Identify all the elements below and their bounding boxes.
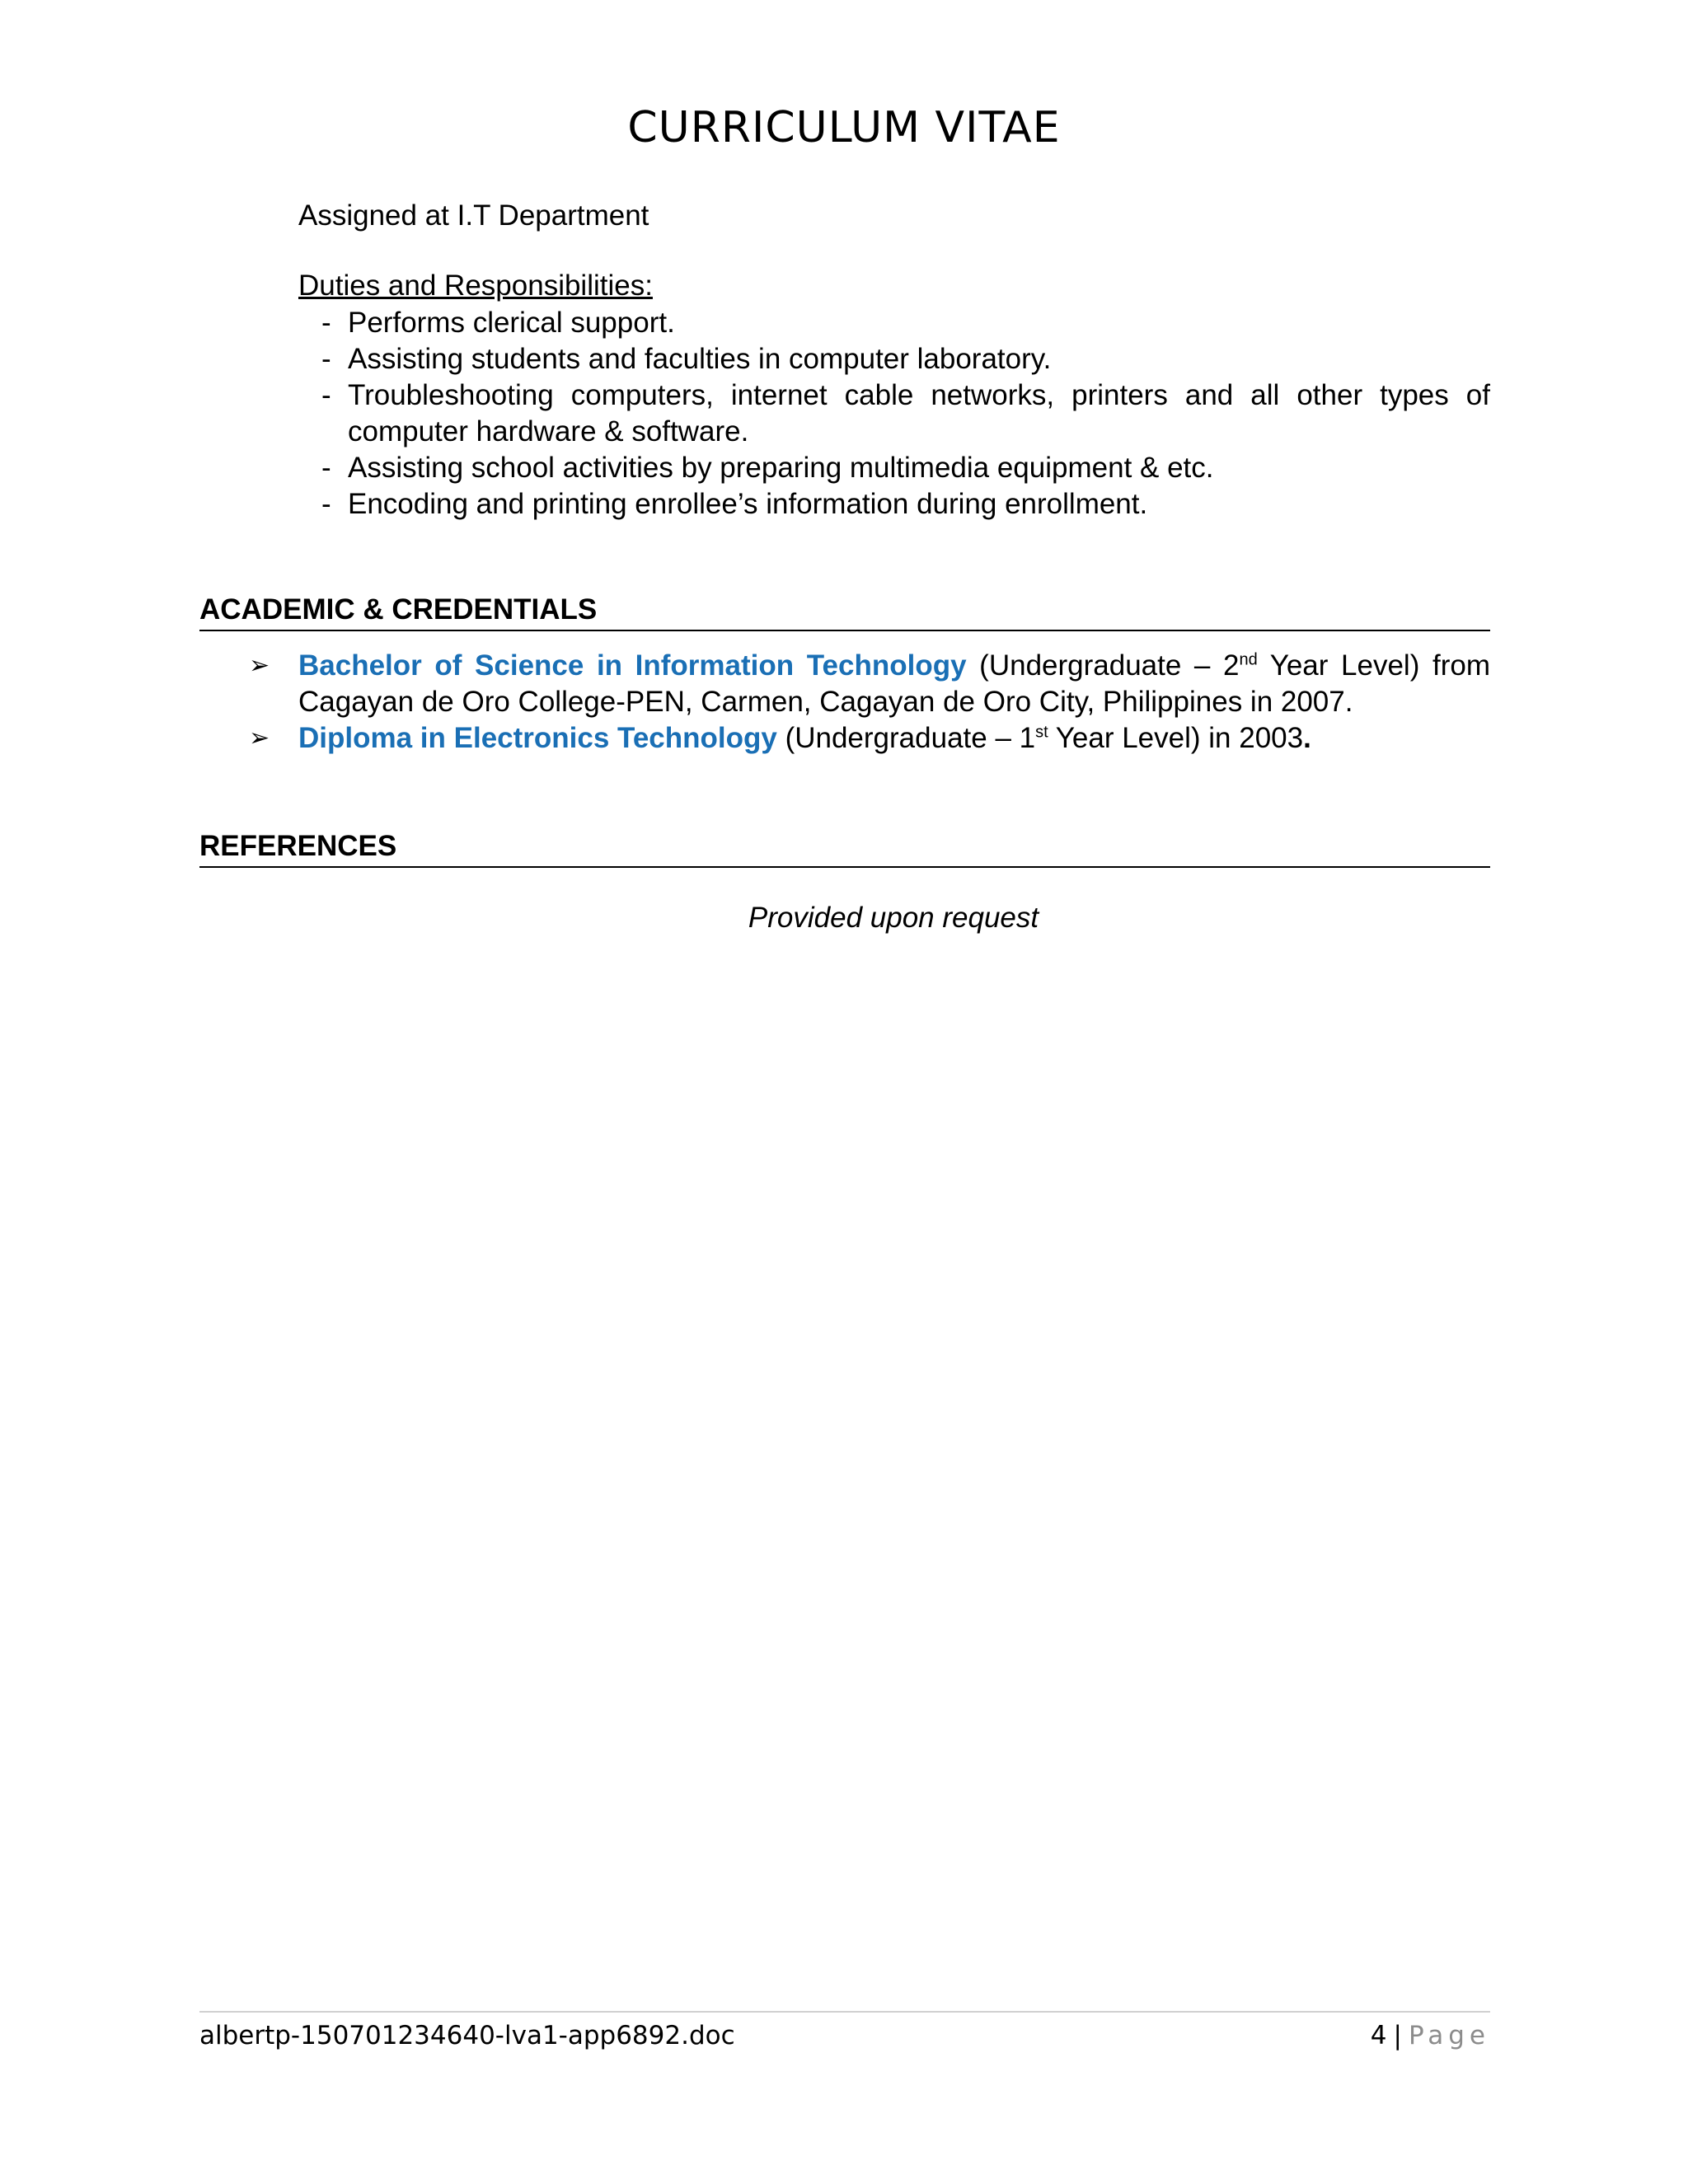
academic-list xyxy=(249,648,1490,757)
page-title: CURRICULUM VITAE xyxy=(627,103,1061,152)
page-separator: | xyxy=(1393,2021,1402,2050)
degree-ordinal: nd xyxy=(1239,650,1258,669)
academic-item xyxy=(249,720,1490,757)
degree-detail-post: Year Level) in 2003 xyxy=(1048,722,1304,754)
degree-detail-post: Year Level) from Cagayan de Oro College-PEN, Carmen, Cagayan de Oro City, Philippines in 2007. xyxy=(298,649,1490,718)
degree-detail-pre: (Undergraduate – 1 xyxy=(776,722,1036,754)
footer-divider xyxy=(199,2011,1490,2013)
arrow-bullet-icon: ➢ xyxy=(249,651,270,680)
duties-heading: Duties and Responsibilities: xyxy=(298,269,653,302)
duty-text: Assisting students and faculties in computer laboratory. xyxy=(348,343,1052,375)
duty-item xyxy=(321,377,1490,450)
degree-ordinal: st xyxy=(1035,723,1048,742)
duty-item xyxy=(321,450,1490,486)
duty-text: Troubleshooting computers, internet cable networks, printers and all other types of computer hardware & software. xyxy=(348,379,1490,448)
duty-text: Encoding and printing enrollee’s information during enrollment. xyxy=(348,488,1148,520)
academic-item xyxy=(249,648,1490,720)
duty-item xyxy=(321,341,1490,377)
assigned-department: Assigned at I.T Department xyxy=(298,199,649,232)
duty-item xyxy=(321,305,1490,341)
dash-bullet-icon: - xyxy=(321,452,331,484)
academic-heading: ACADEMIC & CREDENTIALS xyxy=(199,592,1490,631)
footer-page-indicator xyxy=(1371,2018,1490,2054)
duty-item xyxy=(321,486,1490,523)
references-heading: REFERENCES xyxy=(199,828,1490,868)
arrow-bullet-icon: ➢ xyxy=(249,724,270,752)
dash-bullet-icon: - xyxy=(321,488,331,520)
dash-bullet-icon: - xyxy=(321,379,331,411)
degree-detail-pre: (Undergraduate – 2 xyxy=(966,649,1240,682)
footer-filename: albertp-150701234640-lva1-app6892.doc xyxy=(199,2021,735,2050)
page-number: 4 xyxy=(1370,2021,1387,2050)
duty-text: Assisting school activities by preparing multimedia equipment & etc. xyxy=(348,452,1214,484)
degree-name: Bachelor of Science in Information Technology xyxy=(298,649,967,682)
duty-text: Performs clerical support. xyxy=(348,307,675,339)
dash-bullet-icon: - xyxy=(321,343,331,375)
duties-list xyxy=(321,305,1490,523)
dash-bullet-icon: - xyxy=(321,307,331,339)
references-note: Provided upon request xyxy=(748,902,1039,934)
degree-end-period: . xyxy=(1303,722,1311,754)
page-label: Page xyxy=(1408,2021,1490,2050)
degree-name: Diploma in Electronics Technology xyxy=(298,722,777,754)
